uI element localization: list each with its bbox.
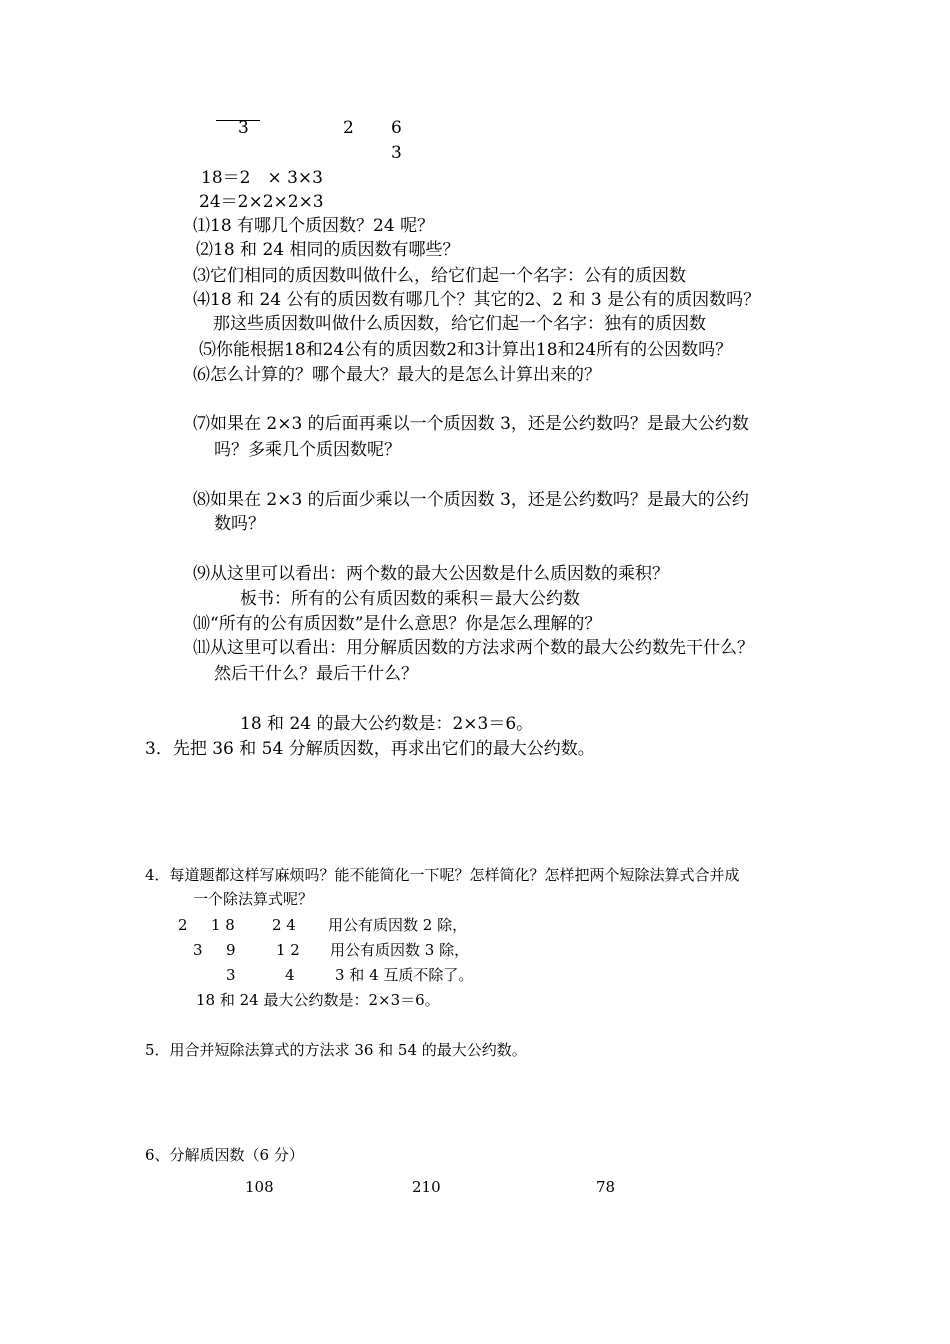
question-10: ⑽“所有的公有质因数”是什么意思？你是怎么理解的？ bbox=[193, 614, 602, 634]
combined-division-12: 1 2 bbox=[276, 941, 300, 959]
item-6-number-108: 108 bbox=[245, 1178, 274, 1196]
question-8-cont: 数吗？ bbox=[214, 514, 265, 534]
item-4-conclusion: 18 和 24 最大公约数是：2×3＝6。 bbox=[196, 991, 440, 1009]
question-4-cont: 那这些质因数叫做什么质因数，给它们起一个名字：独有的质因数 bbox=[213, 314, 706, 334]
factorization-18: 18＝2 × 3×3 bbox=[201, 168, 323, 188]
item-6-title: 6、分解质因数（6 分） bbox=[145, 1146, 304, 1164]
question-7-cont: 吗？多乘几个质因数呢？ bbox=[214, 440, 401, 460]
question-11-cont: 然后干什么？最后干什么？ bbox=[214, 664, 418, 684]
question-5: ⑸你能根据18和24公有的质因数2和3计算出18和24所有的公因数吗？ bbox=[199, 340, 733, 360]
question-4: ⑷18 和 24 公有的质因数有哪几个？其它的2、2 和 3 是公有的质因数吗？ bbox=[193, 290, 761, 310]
combined-division-note-2: 用公有质因数 3 除， bbox=[330, 941, 470, 959]
combined-division-9: 9 bbox=[226, 941, 236, 959]
question-7: ⑺如果在 2×3 的后面再乘以一个质因数 3，还是公约数吗？是最大公约数 bbox=[193, 414, 749, 434]
division-quotient-3: 3 bbox=[238, 118, 249, 138]
item-5: 5．用合并短除法算式的方法求 36 和 54 的最大公约数。 bbox=[145, 1041, 527, 1059]
board-note: 板书：所有的公有质因数的乘积＝最大公约数 bbox=[240, 589, 580, 609]
question-3: ⑶它们相同的质因数叫做什么，给它们起一个名字：公有的质因数 bbox=[193, 266, 686, 286]
question-11: ⑾从这里可以看出：用分解质因数的方法求两个数的最大公约数先干什么？ bbox=[193, 638, 754, 658]
question-6: ⑹怎么计算的？哪个最大？最大的是怎么计算出来的？ bbox=[193, 365, 601, 385]
item-6-number-210: 210 bbox=[412, 1178, 441, 1196]
combined-division-18: 1 8 bbox=[211, 916, 235, 934]
combined-division-24: 2 4 bbox=[272, 916, 296, 934]
question-8: ⑻如果在 2×3 的后面少乘以一个质因数 3，还是公约数吗？是最大的公约 bbox=[193, 490, 749, 510]
item-6-number-78: 78 bbox=[596, 1178, 616, 1196]
combined-division-note-3: 3 和 4 互质不除了。 bbox=[335, 966, 474, 984]
question-1: ⑴18 有哪几个质因数？24 呢？ bbox=[193, 216, 435, 236]
item-4-line2: 一个除法算式呢？ bbox=[193, 890, 314, 908]
combined-division-divisor-2: 2 bbox=[178, 916, 188, 934]
item-4-line1: 4．每道题都这样写麻烦吗？能不能简化一下呢？怎样简化？怎样把两个短除法算式合并成 bbox=[145, 866, 740, 884]
division-value-3: 3 bbox=[391, 143, 402, 163]
factorization-24: 24＝2×2×2×3 bbox=[199, 192, 324, 212]
item-3: 3．先把 36 和 54 分解质因数，再求出它们的最大公约数。 bbox=[145, 739, 595, 759]
question-9: ⑼从这里可以看出：两个数的最大公因数是什么质因数的乘积？ bbox=[193, 564, 669, 584]
division-value-6: 6 bbox=[391, 118, 402, 138]
combined-division-divisor-3: 3 bbox=[193, 941, 203, 959]
division-value-2: 2 bbox=[343, 118, 354, 138]
combined-division-3: 3 bbox=[226, 966, 236, 984]
result-line: 18 和 24 的最大公约数是：2×3＝6。 bbox=[240, 714, 534, 734]
combined-division-4: 4 bbox=[285, 966, 295, 984]
combined-division-note-1: 用公有质因数 2 除， bbox=[328, 916, 468, 934]
question-2: ⑵18 和 24 相同的质因数有哪些？ bbox=[196, 240, 460, 260]
